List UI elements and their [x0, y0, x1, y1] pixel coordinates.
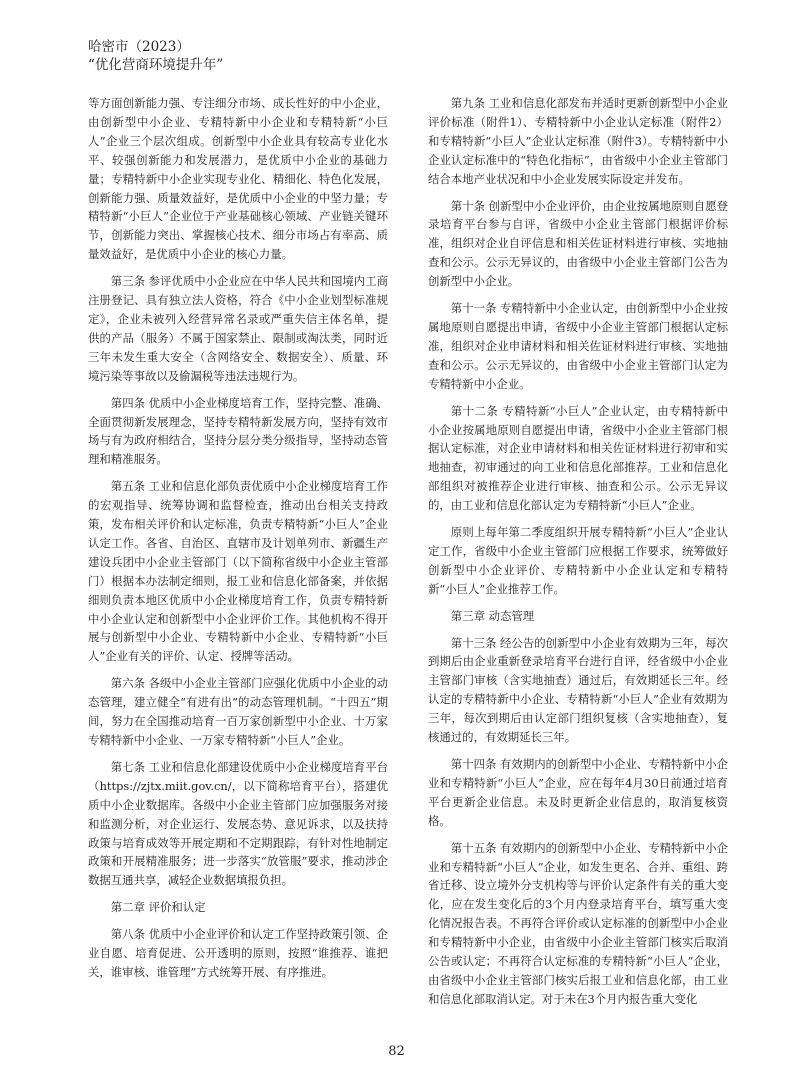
header-line-2: “优化营商环境提升年” — [88, 57, 224, 73]
article-3: 第三条 参评优质中小企业应在中华人民共和国境内工商注册登记、具有独立法人资格，符合《中小企业划型标准规定》，企业未被列入经营异常名录或严重失信主体名单，提供的产品（服务）不属于国家禁止、限制或淘汰类，同时近三年未发生重大安全（含网络安全、数据安全）、质量、环境污染等事故以及偷漏税等违法违规行为。 — [88, 274, 388, 383]
chapter-2-heading: 第二章 评价和认定 — [110, 900, 206, 915]
article-12-note: 原则上每年第二季度组织开展专精特新“小巨人”企业认定工作，省级中小企业主管部门应根据工作要求，统筹做好创新型中小企业评价、专精特新中小企业认定和专精特新“小巨人”企业推荐工作。 — [428, 525, 728, 596]
article-11: 第十一条 专精特新中小企业认定，由创新型中小企业按属地原则自愿提出申请，省级中小企业主管部门根据认定标准，组织对企业申请材料和相关佐证材料进行审核、实地抽查和公示。公示无异议的，由省级中小企业主管部门认定为专精特新中小企业。 — [428, 301, 728, 391]
article-14: 第十四条 有效期内的创新型中小企业、专精特新中小企业和专精特新“小巨人”企业，应在每年4月30日前通过培育平台更新企业信息。未及时更新企业信息的，取消复核资格。 — [428, 757, 728, 828]
paragraph-continued: 等方面创新能力强、专注细分市场、成长性好的中小企业，由创新型中小企业、专精特新中小企业和专精特新“小巨人”企业三个层次组成。创新型中小企业具有较高专业化水平、较强创新能力和发展潜力，是优质中小企业的基础力量；专精特新中小企业实现专业化、精细化、特色化发展，创新能力强、质量效益好，是优质中小企业的中坚力量；专精特新“小巨人”企业位于产业基础核心领域、产业链关键环节，创新能力突出、掌握核心技术、细分市场占有率高、质量效益好，是优质中小企业的核心力量。 — [88, 96, 388, 262]
right-column — [428, 94, 728, 1017]
article-4: 第四条 优质中小企业梯度培育工作，坚持完整、准确、全面贯彻新发展理念，坚持专精特新发展方向，坚持有效市场与有为政府相结合，坚持分层分类分级指导，坚持动态管理和精准服务。 — [88, 395, 388, 467]
article-5: 第五条 工业和信息化部负责优质中小企业梯度培育工作的宏观指导、统筹协调和监督检查，推动出台相关支持政策，发布相关评价和认定标准，负责专精特新“小巨人”企业认定工作。各省、自治区、直辖市及计划单列市、新疆生产建设兵团中小企业主管部门（以下简称省级中小企业主管部门）根据本办法制定细则，报工业和信息化部备案，并依据细则负责本地区优质中小企业梯度培育工作，负责专精特新中小企业认定和创新型中小企业评价工作。其他机构不得开展与创新型中小企业、专精特新中小企业、专精特新“小巨人”企业有关的评价、认定、授牌等活动。 — [88, 479, 388, 664]
running-header — [88, 38, 223, 74]
chapter-3-heading: 第三章 动态管理 — [450, 608, 535, 623]
article-12: 第十二条 专精特新“小巨人”企业认定，由专精特新中小企业按属地原则自愿提出申请，省级中小企业主管部门根据认定标准，对企业申请材料和相关佐证材料进行初审和实地抽查，初审通过的向工业和信息化部推荐。工业和信息化部组织对被推荐企业进行审核、抽查和公示。公示无异议的，由工业和信息化部认定为专精特新“小巨人”企业。 — [428, 403, 728, 513]
article-10: 第十条 创新型中小企业评价，由企业按属地原则自愿登录培育平台参与自评，省级中小企业主管部门根据评价标准，组织对企业自评信息和相关佐证材料进行审核、实地抽查和公示。公示无异议的，由省级中小企业主管部门公告为创新型中小企业。 — [428, 198, 728, 289]
article-15: 第十五条 有效期内的创新型中小企业、专精特新中小企业和专精特新“小巨人”企业，如发生更名、合并、重组、跨省迁移、设立境外分支机构等与评价认定条件有关的重大变化，应在发生变化后的3个月内登录培育平台，填写重大变化情况报告表。不再符合评价或认定标准的创新型中小企业和专精特新中小企业，由省级中小企业主管部门核实后取消公告或认定；不再符合认定标准的专精特新“小巨人”企业，由省级中小企业主管部门核实后报工业和信息化部，由工业和信息化部取消认定。对于未在3个月内报告重大变化 — [428, 840, 728, 1006]
article-13: 第十三条 经公告的创新型中小企业有效期为三年，每次到期后由企业重新登录培育平台进行自评，经省级中小企业主管部门审核（含实地抽查）通过后，有效期延长三年。经认定的专精特新中小企业、专精特新“小巨人”企业有效期为三年，每次到期后由认定部门组织复核（含实地抽查），复核通过的，有效期延长三年。 — [428, 635, 728, 745]
article-8: 第八条 优质中小企业评价和认定工作坚持政策引领、企业自愿、培育促进、公开透明的原则，按照“谁推荐、谁把关，谁审核、谁管理”方式统筹开展、有序推进。 — [88, 927, 388, 979]
article-7: 第七条 工业和信息化部建设优质中小企业梯度培育平台（https://zjtx.miit.gov.cn/，以下简称培育平台），搭建优质中小企业数据库。各级中小企业主管部门应加强服务对接和监测分析，对企业运行、发展态势、意见诉求，以及扶持政策与培育成效等开展定期和不定期跟踪，有针对性地制定政策和开展精准服务；进一步落实“放管服”要求，推动涉企数据互通共享，减轻企业数据填报负担。 — [88, 759, 388, 888]
article-9: 第九条 工业和信息化部发布并适时更新创新型中小企业评价标准（附件1）、专精特新中小企业认定标准（附件2）和专精特新“小巨人”企业认定标准（附件3）。专精特新中小企业认定标准中的“特色化指标”，由省级中小企业主管部门结合本地产业状况和中小企业发展实际设定并发布。 — [428, 96, 728, 186]
header-line-1: 哈密市（2023） — [88, 39, 190, 55]
left-column — [88, 94, 388, 990]
article-6: 第六条 各级中小企业主管部门应强化优质中小企业的动态管理，建立健全“有进有出”的动态管理机制。“十四五”期间，努力在全国推动培育一百万家创新型中小企业、十万家专精特新中小企业、一万家专精特新“小巨人”企业。 — [88, 676, 388, 747]
page-number: 82 — [388, 1044, 405, 1059]
